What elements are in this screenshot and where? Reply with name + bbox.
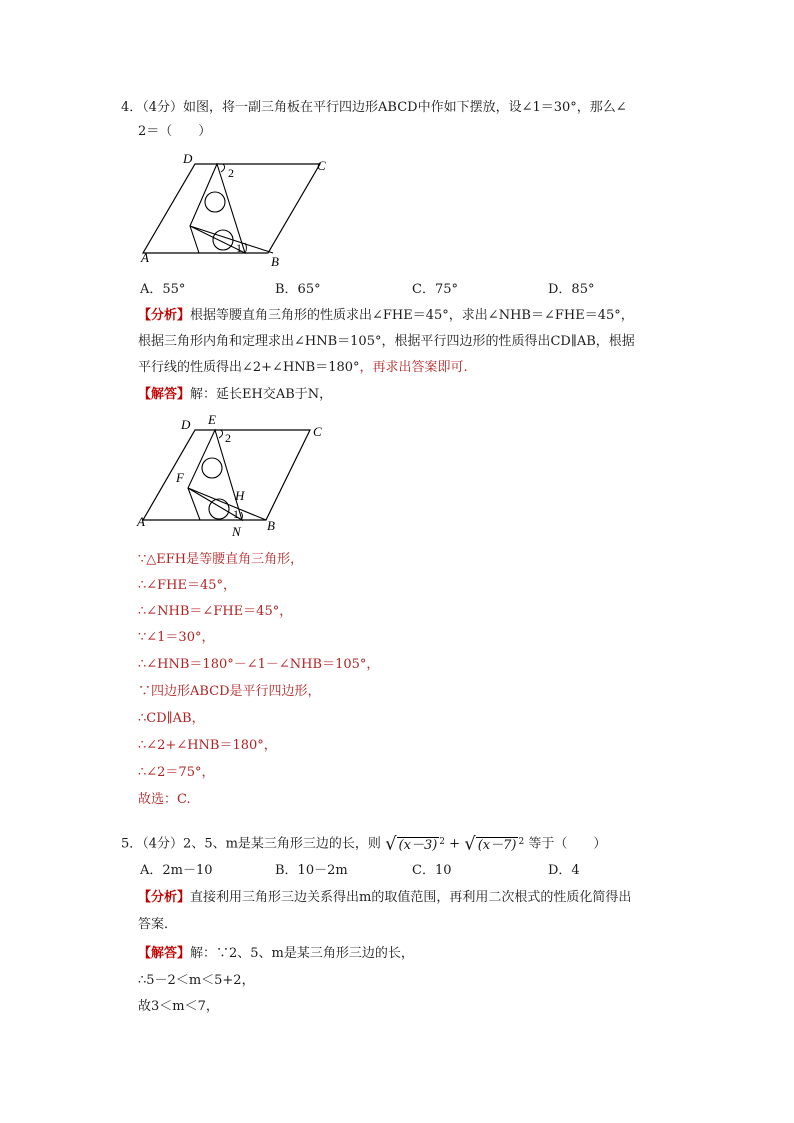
q5-option-b: B．10－2m xyxy=(275,863,348,878)
q5-analysis-tag: 【分析】 xyxy=(138,890,191,905)
q5-answer-line2: ∴5－2＜m＜5+2， xyxy=(138,973,255,988)
q4-analysis-tag: 【分析】 xyxy=(138,308,191,323)
q5-answer-line3: 故3＜m＜7， xyxy=(138,999,219,1014)
q5-analysis-line1 xyxy=(138,889,631,907)
fig1-label-c: C xyxy=(317,158,326,173)
fig2-label-h: H xyxy=(235,488,245,503)
q4-step-6: ∵四边形ABCD是平行四边形， xyxy=(138,684,321,699)
q5-option-a: A．2m－10 xyxy=(140,863,213,878)
q5-answer-line xyxy=(138,945,414,963)
fig2-label-f: F xyxy=(176,470,184,485)
q4-step-2: ∴∠FHE＝45°， xyxy=(138,578,237,593)
q4-step-3: ∴∠NHB＝∠FHE＝45°， xyxy=(138,604,293,619)
q5-stem-a: 5．（4分）2、5、m是某三角形三边的长，则 xyxy=(121,836,381,852)
q5-option-d: D．4 xyxy=(548,863,580,878)
fig1-label-b: B xyxy=(271,254,279,269)
q4-step-10: 故选：C. xyxy=(138,792,191,807)
fig2-label-e: E xyxy=(208,412,216,427)
fig2-label-b: B xyxy=(267,518,275,533)
fig2-label-d: D xyxy=(181,417,191,432)
q4-figure-2 xyxy=(135,412,325,542)
q4-option-c: C．75° xyxy=(412,282,458,297)
fig2-label-c: C xyxy=(313,424,322,439)
q4-analysis-line3 xyxy=(138,359,468,377)
fig1-angle-2: 2 xyxy=(228,166,234,180)
fig1-label-a: A xyxy=(141,250,149,265)
q4-analysis-text3a: 平行线的性质得出∠2+∠HNB＝180° xyxy=(138,360,360,375)
q4-stem-line2: 2＝（ ） xyxy=(138,124,212,139)
q4-stem-line1: 4．（4分）如图，将一副三角板在平行四边形ABCD中作如下摆放，设∠1＝30°，那么∠ xyxy=(121,100,627,115)
q5-analysis-text1: 直接利用三角形三边关系得出m的取值范围，再利用二次根式的性质化简得出 xyxy=(190,890,632,905)
q4-step-4: ∵∠1＝30°， xyxy=(138,630,215,645)
q5-plus: + xyxy=(449,836,461,852)
q4-analysis-text1: 根据等腰直角三角形的性质求出∠FHE＝45°，求出∠NHB＝∠FHE＝45°， xyxy=(190,308,634,323)
q4-option-a: A．55° xyxy=(140,282,186,297)
q4-step-9: ∴∠2＝75°， xyxy=(138,765,215,780)
q4-step-1: ∵△EFH是等腰直角三角形， xyxy=(138,552,304,567)
q4-step-7: ∴CD∥AB， xyxy=(138,711,205,726)
q5-answer-text1: 解：∵2、5、m是某三角形三边的长， xyxy=(190,946,414,961)
q5-option-c: C．10 xyxy=(412,863,452,878)
q4-analysis-text3b: ，再求出答案即可. xyxy=(359,360,468,375)
q4-step-5: ∴∠HNB＝180°－∠1－∠NHB＝105°， xyxy=(138,657,380,672)
fig2-angle-1: 1 xyxy=(233,507,239,521)
fig2-label-n: N xyxy=(232,524,241,539)
fig2-angle-2: 2 xyxy=(225,431,231,445)
q4-figure-1 xyxy=(135,150,326,270)
q5-options xyxy=(140,862,740,880)
fig2-label-a: A xyxy=(137,514,145,529)
q4-option-d: D．85° xyxy=(548,282,595,297)
q5-stem-b: 等于（ ） xyxy=(528,836,607,852)
q4-analysis-line2: 根据三角形内角和定理求出∠HNB＝105°，根据平行四边形的性质得出CD∥AB，根据 xyxy=(138,334,635,349)
q4-option-b: B．65° xyxy=(275,282,321,297)
q4-analysis-line1 xyxy=(138,307,634,325)
fig1-label-d: D xyxy=(183,151,193,166)
q5-radical-2: √ (x－7) $^2$ xyxy=(464,833,525,855)
q4-answer-intro: 解：延长EH交AB于N， xyxy=(190,387,333,402)
fig1-angle-1: 1 xyxy=(236,241,242,255)
q4-answer-line xyxy=(138,386,332,404)
q4-step-8: ∴∠2+∠HNB＝180°， xyxy=(138,738,277,753)
q4-answer-tag: 【解答】 xyxy=(138,387,191,402)
q5-answer-tag: 【解答】 xyxy=(138,946,191,961)
q5-stem xyxy=(121,831,606,853)
q5-radical-1: √ (x－3) $^2$ xyxy=(385,833,446,855)
q4-options xyxy=(140,281,740,299)
q5-analysis-line2: 答案． xyxy=(138,917,178,932)
